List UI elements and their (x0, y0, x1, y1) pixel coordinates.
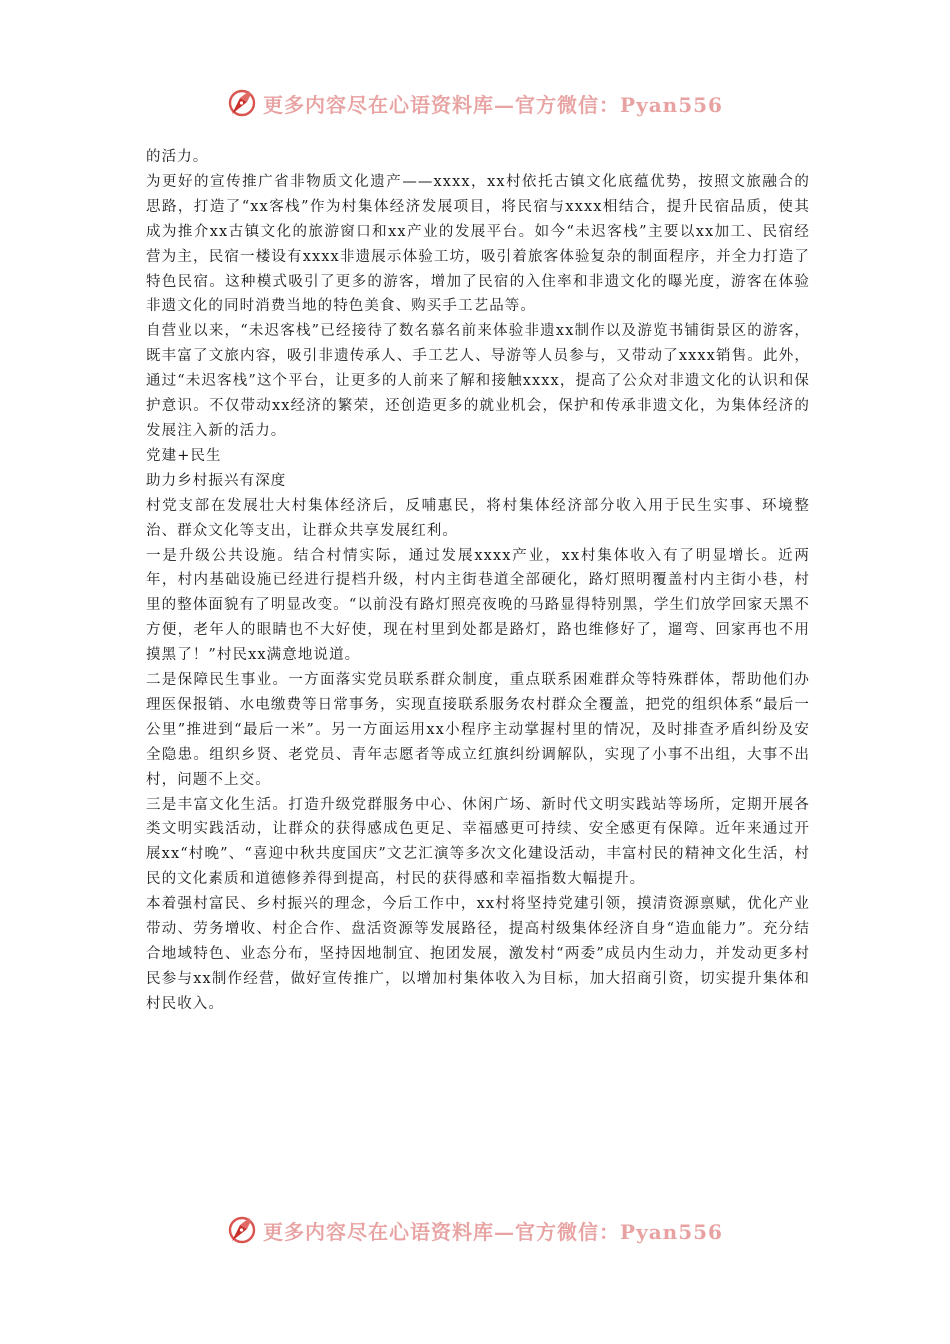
paragraph: 自营业以来，“未迟客栈”已经接待了数名慕名前来体验非遗xx制作以及游览书铺街景区的游客，既丰富了文旅内容，吸引非遗传承人、手工艺人、导游等人员参与，又带动了xxxx销售。此外，通过“未迟客栈”这个平台，让更多的人前来了解和接触xxxx，提高了公众对非遗文化的认识和保护意识。不仅带动xx经济的繁荣，还创造更多的就业机会，保护和传承非遗文化，为集体经济的发展注入新的活力。 (146, 323, 810, 439)
paragraph: 本着强村富民、乡村振兴的理念，今后工作中，xx村将坚持党建引领，摸清资源禀赋，优化产业带动、劳务增收、村企合作、盘活资源等发展路径，提高村级集体经济自身“造血能力”。充分结合地域特色、业态分布，坚持因地制宜、抱团发展，激发村“两委”成员内生动力，并发动更多村民参与xx制作经营，做好宣传推广，以增加村集体收入为目标，加大招商引资，切实提升集体和村民收入。 (146, 896, 810, 1012)
section-subheading: 助力乡村振兴有深度 (146, 472, 287, 489)
paragraph: 二是保障民生事业。一方面落实党员联系群众制度，重点联系困难群众等特殊群体，帮助他们办理医保报销、水电缴费等日常事务，实现直接联系服务农村群众全覆盖，把党的组织体系“最后一公里”推进到“最后一米”。另一方面运用xx小程序主动掌握村里的情况，及时排查矛盾纠纷及安全隐患。组织乡贤、老党员、青年志愿者等成立红旗纠纷调解队，实现了小事不出组，大事不出村，问题不上交。 (146, 672, 810, 788)
paragraph: 为更好的宣传推广省非物质文化遗产——xxxx，xx村依托古镇文化底蕴优势，按照文旅融合的思路，打造了“xx客栈”作为村集体经济发展项目，将民宿与xxxx相结合，提升民宿品质，使其成为推介xx古镇文化的旅游窗口和xx产业的发展平台。如今“未迟客栈”主要以xx加工、民宿经营为主，民宿一楼设有xxxx非遗展示体验工坊，吸引着旅客体验复杂的制面程序，并全力打造了特色民宿。这种模式吸引了更多的游客，增加了民宿的入住率和非遗文化的曝光度，游客在体验非遗文化的同时消费当地的特色美食、购买手工艺品等。 (146, 173, 810, 315)
paragraph: 一是升级公共设施。结合村情实际，通过发展xxxx产业，xx村集体收入有了明显增长。近两年，村内基础设施已经进行提档升级，村内主街巷道全部硬化，路灯照明覆盖村内主街小巷，村里的整体面貌有了明显改变。“以前没有路灯照亮夜晚的马路显得特别黑，学生们放学回家天黑不方便，老年人的眼睛也不大好使，现在村里到处都是路灯，路也维修好了，遛弯、回家再也不用摸黑了！”村民xx满意地说道。 (146, 547, 810, 664)
section-heading: 党建+民生 (146, 447, 222, 464)
pen-nib-circle-icon (227, 1215, 257, 1245)
watermark-text: 更多内容尽在心语资料库—官方微信：Pyan556 (263, 92, 723, 117)
paragraph: 的活力。 (146, 149, 209, 165)
watermark-text: 更多内容尽在心语资料库—官方微信：Pyan556 (263, 1219, 723, 1244)
footer-watermark (0, 1210, 950, 1250)
header-watermark (0, 83, 950, 123)
paragraph: 村党支部在发展壮大村集体经济后，反哺惠民，将村集体经济部分收入用于民生实事、环境整治、群众文化等支出，让群众共享发展红利。 (146, 497, 810, 539)
paragraph: 三是丰富文化生活。打造升级党群服务中心、休闲广场、新时代文明实践站等场所，定期开展各类文明实践活动，让群众的获得感成色更足、幸福感更可持续、安全感更有保障。近年来通过开展xx“村晚”、“喜迎中秋共度国庆”文艺汇演等多次文化建设活动，丰富村民的精神文化生活，村民的文化素质和道德修养得到提高，村民的获得感和幸福指数大幅提升。 (146, 796, 810, 888)
document-body (146, 145, 810, 1017)
pen-nib-circle-icon (227, 88, 257, 118)
